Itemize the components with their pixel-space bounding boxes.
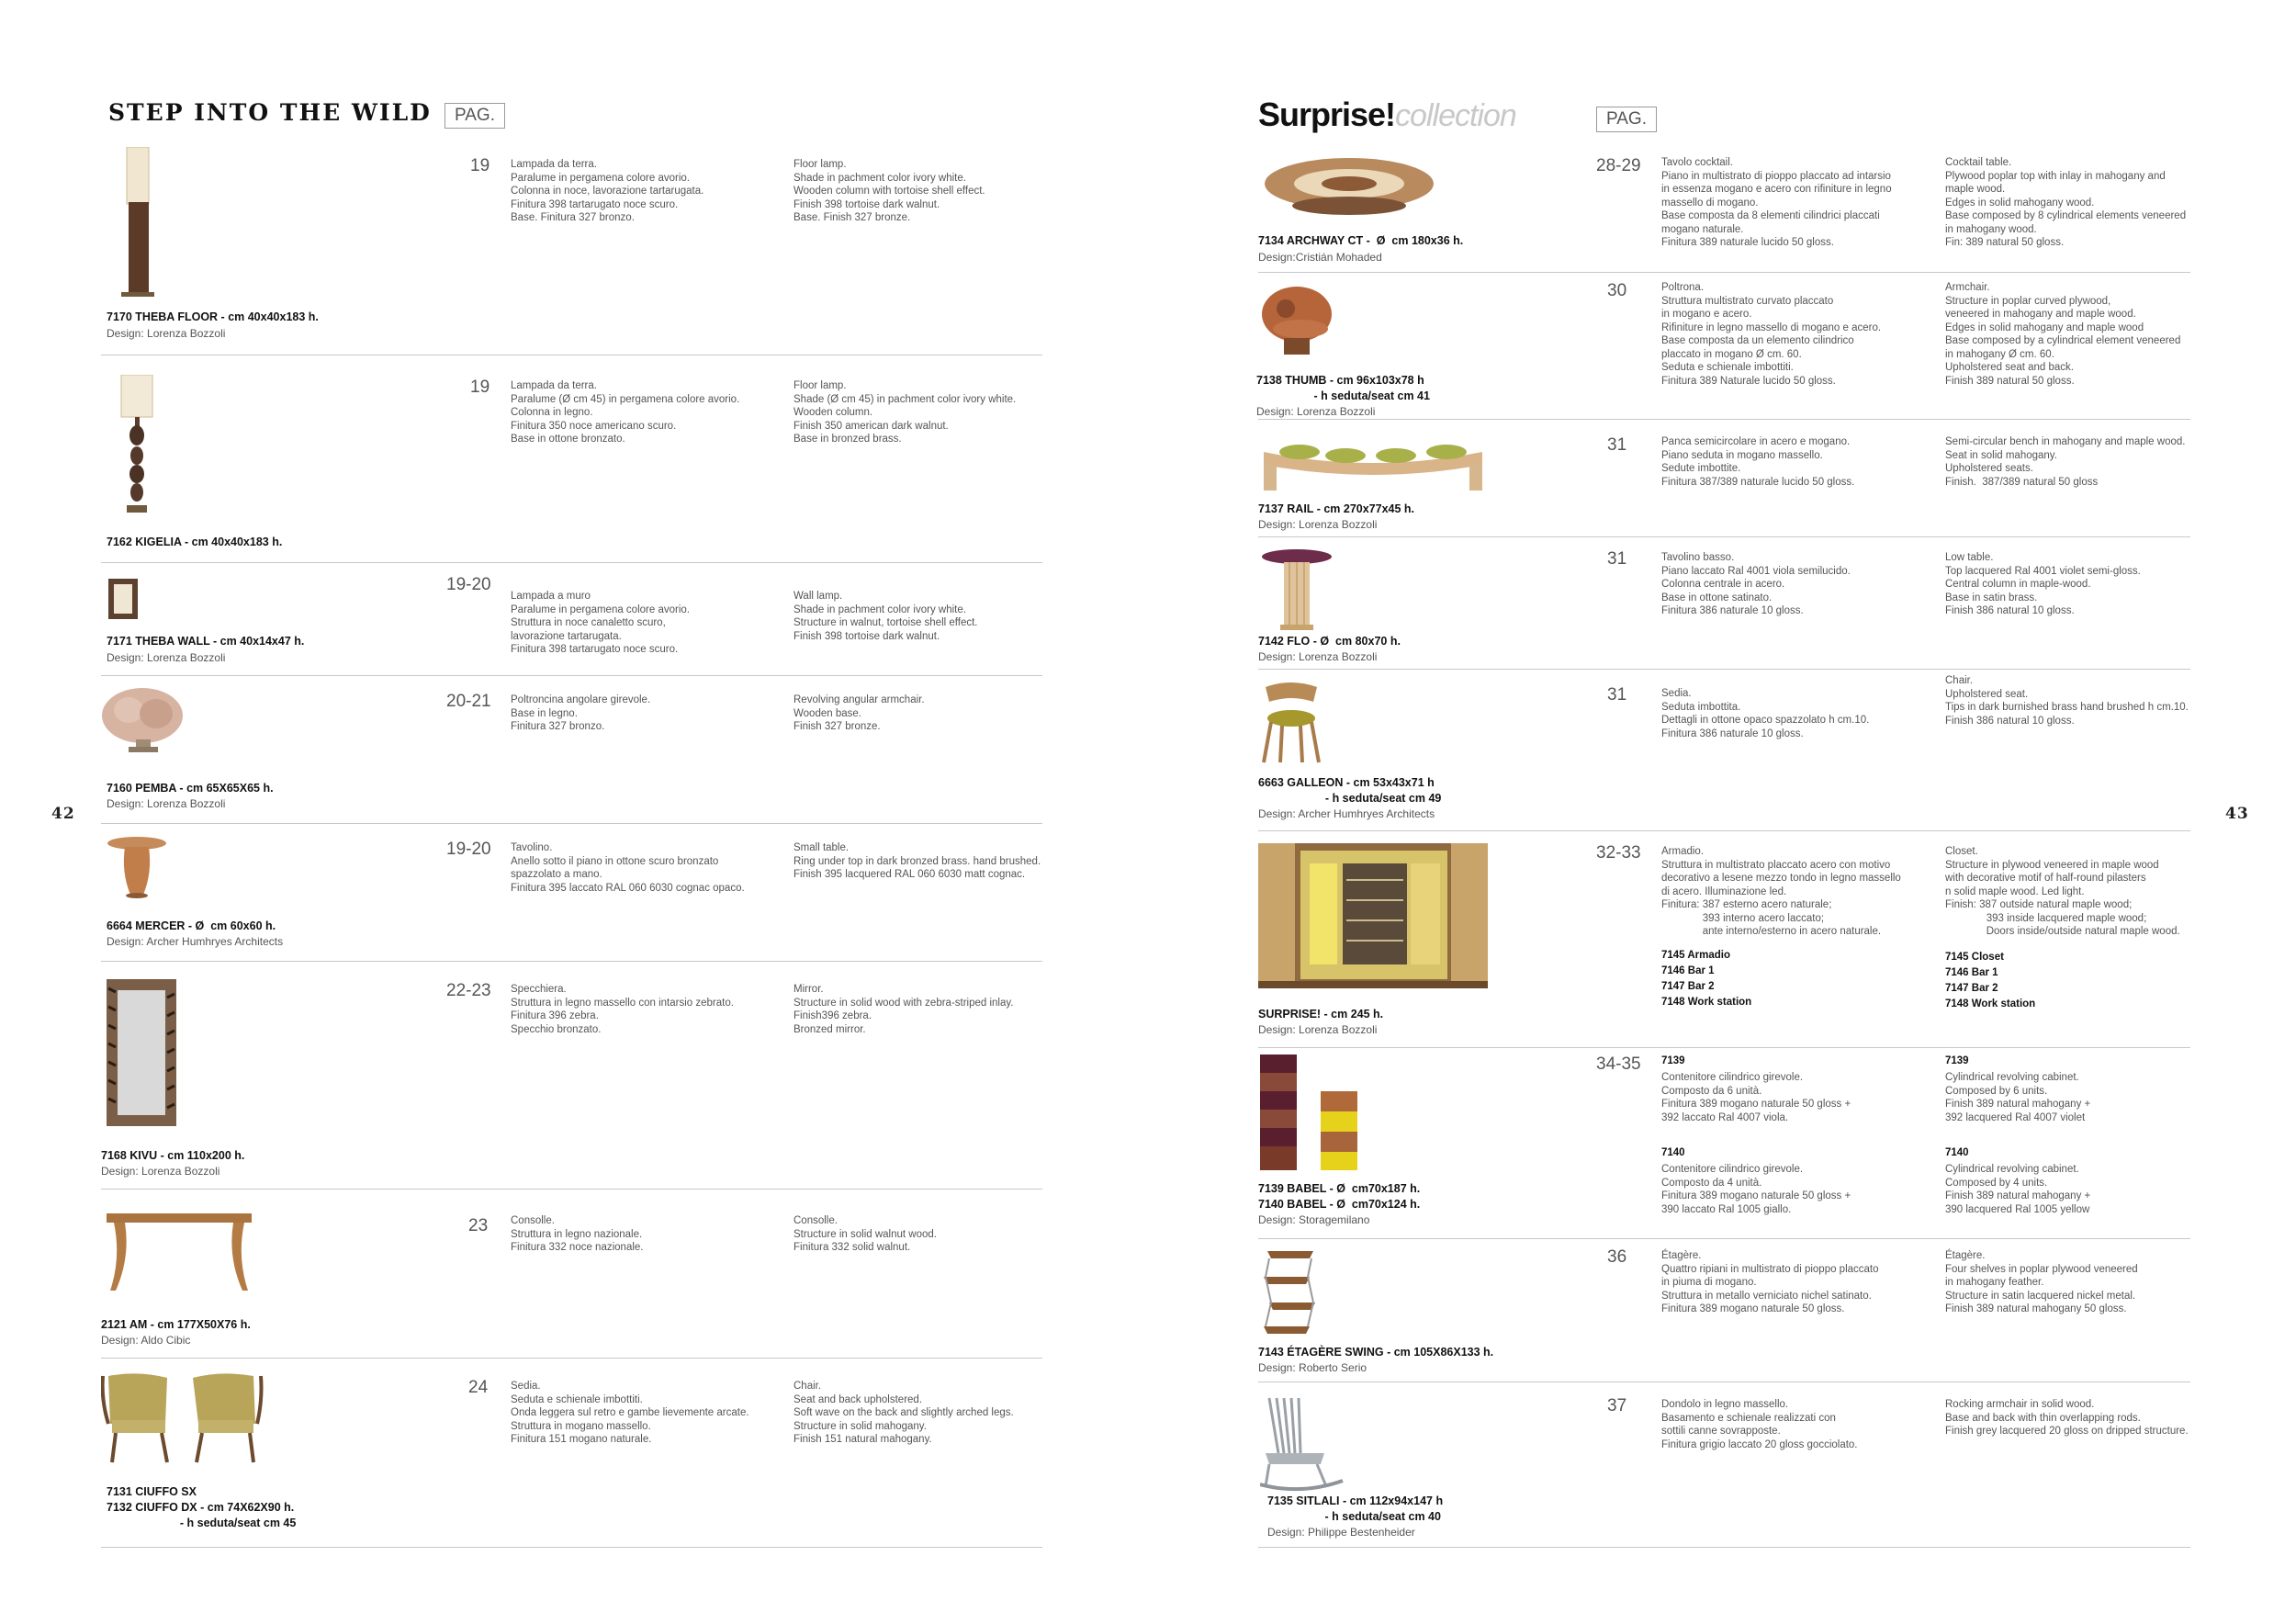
babel-cabinets-image [1260,1054,1361,1174]
description-it-heading: 7139 [1661,1055,1685,1066]
product-pag: 19 [470,156,490,175]
product-name: 7138 THUMB - cm 96x103x78 h - h seduta/seat cm 41 [1256,374,1430,402]
product-pag: 24 [468,1378,489,1397]
product-row [1258,272,2190,420]
product-name: 7143 ÉTAGÈRE SWING - cm 105X86X133 h. [1258,1346,1494,1359]
product-name: 7162 KIGELIA - cm 40x40x183 h. [107,536,283,548]
description-it: Étagère. Quattro ripiani in multistrato di pioppo placcato in piuma di mogano. Struttura in metallo verniciato nichel satinato. Finitura 389 mogano naturale 50 gloss. [1661,1250,1879,1314]
product-pag: 28-29 [1596,156,1641,175]
mercer-image [105,836,169,902]
product-designer: Design: Roberto Serio [1258,1361,1367,1374]
page-number: 43 [2225,805,2249,823]
product-designer: Design: Lorenza Bozzoli [107,797,226,810]
ciuffo-chairs-image [101,1372,266,1464]
product-pag: 34-35 [1596,1054,1641,1074]
product-row [1258,830,2190,1048]
product-pag: 19 [470,378,490,397]
description-it: Lampada da terra. Paralume in pergamena colore avorio. Colonna in noce, lavorazione tartarugata. Finitura 398 tartarugato noce scuro. Base. Finitura 327 bronzo. [511,159,704,223]
product-pag: 19-20 [446,840,491,859]
description-it: Consolle. Struttura in legno nazionale. Finitura 332 noce nazionale. [511,1215,644,1253]
description-en: Floor lamp. Shade (Ø cm 45) in pachment color ivory white. Wooden column. Finish 350 american dark walnut. Base in bronzed brass. [793,380,1017,445]
pag-header: PAG. [1596,107,1657,132]
description-en: Closet. Structure in plywood veneered in maple wood with decorative motif of half-round pilasters n solid maple wood. Led light. Finish: 387 outside natural maple wood; 393 inside lacquered maple wood; Doors inside/outside natural maple wood. [1945,846,2180,937]
product-name: 7160 PEMBA - cm 65X65X65 h. [107,782,274,795]
product-row [101,961,1042,1190]
description-en: Cylindrical revolving cabinet. Composed by 4 units. Finish 389 natural mahogany + 390 lacquered Ral 1005 yellow [1945,1164,2091,1215]
product-name: 7168 KIVU - cm 110x200 h. [101,1149,245,1162]
product-pag: 20-21 [446,692,491,711]
description-en: Rocking armchair in solid wood. Base and back with thin overlapping rods. Finish grey lacquered 20 gloss on dripped structure. [1945,1399,2189,1437]
product-name: 7134 ARCHWAY CT - Ø cm 180x36 h. [1258,234,1464,247]
surprise-closet-image [1258,843,1488,988]
description-it: Dondolo in legno massello. Basamento e schienale realizzati con sottili canne sovrapposte. Finitura grigio laccato 20 gloss gocciolato. [1661,1399,1858,1450]
description-en: Étagère. Four shelves in poplar plywood veneered in mahogany feather. Structure in satin lacquered nickel metal. Finish 389 natural mahogany 50 gloss. [1945,1250,2138,1314]
product-designer: Design: Archer Humhryes Architects [107,935,284,948]
description-it: Tavolino. Anello sotto il piano in ottone scuro bronzato spazzolato a mano. Finitura 395 laccato RAL 060 6030 cognac opaco. [511,842,745,894]
collection-title-bold: Surprise! [1258,96,1396,133]
product-pag: 37 [1607,1396,1627,1415]
product-name: 2121 AM - cm 177X50X76 h. [101,1318,251,1331]
product-pag: 31 [1607,549,1627,569]
product-name: 6664 MERCER - Ø cm 60x60 h. [107,919,276,932]
product-name: 7131 CIUFFO SX 7132 CIUFFO DX - cm 74X62X90 h. - h seduta/seat cm 45 [107,1485,297,1529]
description-en: Chair. Seat and back upholstered. Soft wave on the back and slightly arched legs. Structure in solid mahogany. Finish 151 natural mahogany. [793,1381,1014,1445]
product-name: 7170 THEBA FLOOR - cm 40x40x183 h. [107,310,319,323]
product-designer: Design: Lorenza Bozzoli [1258,518,1378,531]
description-en: Semi-circular bench in mahogany and maple wood. Seat in solid mahogany. Upholstered seats. Finish. 387/389 natural 50 gloss [1945,436,2186,488]
description-it: Sedia. Seduta e schienale imbottiti. Onda leggera sul retro e gambe lievemente arcate. Struttura in mogano massello. Finitura 151 mogano naturale. [511,1381,749,1445]
product-pag: 36 [1607,1247,1627,1267]
product-pag: 31 [1607,685,1627,705]
product-name: 7137 RAIL - cm 270x77x45 h. [1258,502,1415,515]
description-en: Small table. Ring under top in dark bronzed brass. hand brushed. Finish 395 lacquered RAL 060 6030 matt cognac. [793,842,1041,880]
product-row [101,355,1042,563]
product-row [1258,536,2190,670]
product-designer: Design: Lorenza Bozzoli [1256,405,1376,418]
description-it: Sedia. Seduta imbottita. Dettagli in ottone opaco spazzolato h cm.10. Finitura 386 naturale 10 gloss. [1661,688,1870,739]
product-pag: 32-33 [1596,843,1641,863]
product-row [101,823,1042,962]
description-it-codes: 7145 Armadio 7146 Bar 1 7147 Bar 2 7148 Work station [1661,950,1752,1008]
description-en: Cylindrical revolving cabinet. Composed by 6 units. Finish 389 natural mahogany + 392 lacquered Ral 4007 violet [1945,1072,2091,1123]
sitlali-rocker-image [1260,1394,1345,1495]
description-en: Mirror. Structure in solid wood with zebra-striped inlay. Finish396 zebra. Bronzed mirror. [793,984,1014,1035]
product-name: 7171 THEBA WALL - cm 40x14x47 h. [107,635,305,648]
page-number: 42 [51,805,75,823]
description-en: Revolving angular armchair. Wooden base. Finish 327 bronze. [793,694,925,732]
product-row [101,1189,1042,1359]
product-row [101,1358,1042,1548]
product-row [1258,147,2190,273]
description-it: Poltroncina angolare girevole. Base in legno. Finitura 327 bronzo. [511,694,651,732]
description-it: Lampada a muro Paralume in pergamena colore avorio. Struttura in noce canaletto scuro, lavorazione tartarugata. Finitura 398 tartarugato noce scuro. [511,591,690,655]
section-title: STEP INTO THE WILD [108,99,432,126]
description-it: Tavolo cocktail. Piano in multistrato di pioppo placcato ad intarsio in essenza mogano e acero con rifiniture in legno massello di mogano. Base composta da 8 elementi cilindrici placcati mogano naturale. Finitura 389 naturale lucido 50 gloss. [1661,157,1892,248]
collection-title-light: collection [1395,98,1516,133]
theba-floor-image [110,147,165,299]
product-name: 7142 FLO - Ø cm 80x70 h. [1258,635,1401,648]
product-pag: 22-23 [446,981,491,1000]
product-row [101,675,1042,824]
product-name: SURPRISE! - cm 245 h. [1258,1008,1384,1021]
flo-table-image [1260,547,1334,632]
product-designer: Design: Lorenza Bozzoli [107,651,226,664]
product-designer: Design: Lorenza Bozzoli [1258,650,1378,663]
description-it: Panca semicircolare in acero e mogano. Piano seduta in mogano massello. Sedute imbottite. Finitura 387/389 naturale lucido 50 gloss. [1661,436,1855,488]
description-en-heading: 7140 [1945,1147,1969,1158]
product-designer: Design: Aldo Cibic [101,1334,191,1347]
description-it: Specchiera. Struttura in legno massello con intarsio zebrato. Finitura 396 zebra. Specchio bronzato. [511,984,734,1035]
galleon-chair-image [1258,678,1327,765]
description-it: Armadio. Struttura in multistrato placcato acero con motivo decorativo a lesene mezzo tondo in legno massello di acero. Illuminazione led. Finitura: 387 esterno acero naturale; 393 interno acero laccato; ante interno/esterno in acero naturale. [1661,846,1901,937]
product-row [1258,1238,2190,1382]
archway-table-image [1262,154,1436,223]
kivu-image [105,979,178,1131]
am-console-image [101,1212,257,1294]
description-en: Floor lamp. Shade in pachment color ivory white. Wooden column with tortoise shell effect. Finish 398 tortoise dark walnut. Base. Finish 327 bronze. [793,159,985,223]
product-designer: Design: Lorenza Bozzoli [107,327,226,340]
product-pag: 30 [1607,281,1627,300]
description-en: Low table. Top lacquered Ral 4001 violet semi-gloss. Central column in maple-wood. Base in satin brass. Finish 386 natural 10 gloss. [1945,552,2141,616]
description-en: Cocktail table. Plywood poplar top with inlay in mahogany and maple wood. Edges in solid mahogany wood. Base composed by 8 cylindrical elements veneered in mahogany wood. Fin: 389 natural 50 gloss. [1945,157,2187,248]
product-designer: Design: Philippe Bestenheider [1267,1526,1415,1539]
product-designer: Design:Cristián Mohaded [1258,251,1382,264]
product-row [101,562,1042,676]
product-row [1258,419,2190,537]
theba-wall-image [107,579,140,623]
description-en: Armchair. Structure in poplar curved plywood, veneered in mahogany and maple wood. Edges in solid mahogany and maple wood Base composed by a cylindrical element veneered in mahogany Ø cm. 60. Upholstered seat and back. Finish 389 natural 50 gloss. [1945,282,2181,387]
product-name: 7139 BABEL - Ø cm70x187 h. 7140 BABEL - Ø cm70x124 h. [1258,1182,1421,1211]
description-en: Wall lamp. Shade in pachment color ivory white. Structure in walnut, tortoise shell effect. Finish 398 tortoise dark walnut. [793,591,978,642]
description-en: Chair. Upholstered seat. Tips in dark burnished brass hand brushed h cm.10. Finish 386 natural 10 gloss. [1945,675,2189,727]
rail-bench-image [1258,432,1488,496]
product-designer: Design: Lorenza Bozzoli [1258,1023,1378,1036]
thumb-armchair-image [1260,281,1334,359]
collection-title [1258,96,1516,134]
product-row [1258,1047,2190,1239]
product-designer: Design: Archer Humhryes Architects [1258,807,1435,820]
description-it-heading: 7140 [1661,1147,1685,1158]
product-pag: 19-20 [446,575,491,594]
kigelia-image [110,375,165,526]
product-row [1258,1382,2190,1548]
description-it: Tavolino basso. Piano laccato Ral 4001 viola semilucido. Colonna centrale in acero. Base in ottone satinato. Finitura 386 naturale 10 gloss. [1661,552,1851,616]
product-row [1258,669,2190,831]
product-name: 7135 SITLALI - cm 112x94x147 h - h seduta/seat cm 40 [1267,1494,1444,1523]
description-en-heading: 7139 [1945,1055,1969,1066]
product-pag: 31 [1607,435,1627,455]
product-designer: Design: Lorenza Bozzoli [101,1165,220,1178]
description-en-codes: 7145 Closet 7146 Bar 1 7147 Bar 2 7148 Work station [1945,952,2036,1009]
description-en: Consolle. Structure in solid walnut wood. Finitura 332 solid walnut. [793,1215,937,1253]
etagere-swing-image [1258,1246,1322,1337]
pemba-image [101,684,188,758]
description-it: Lampada da terra. Paralume (Ø cm 45) in pergamena colore avorio. Colonna in legno. Finitura 350 noce americano scuro. Base in ottone bronzato. [511,380,740,445]
product-row [101,138,1042,355]
description-it: Contenitore cilindrico girevole. Composto da 4 unità. Finitura 389 mogano naturale 50 gloss + 390 laccato Ral 1005 giallo. [1661,1164,1851,1215]
right-page [1148,0,2296,1624]
product-designer: Design: Storagemilano [1258,1213,1370,1226]
pag-header: PAG. [445,103,505,129]
description-it: Contenitore cilindrico girevole. Composto da 6 unità. Finitura 389 mogano naturale 50 gloss + 392 laccato Ral 4007 viola. [1661,1072,1851,1123]
description-it: Poltrona. Struttura multistrato curvato placcato in mogano e acero. Rifiniture in legno massello di mogano e acero. Base composta da un elemento cilindrico placcato in mogano Ø cm. 60. Seduta e schienale imbottiti. Finitura 389 Naturale lucido 50 gloss. [1661,282,1882,387]
product-name: 6663 GALLEON - cm 53x43x71 h - h seduta/seat cm 49 [1258,776,1442,805]
product-pag: 23 [468,1216,489,1235]
